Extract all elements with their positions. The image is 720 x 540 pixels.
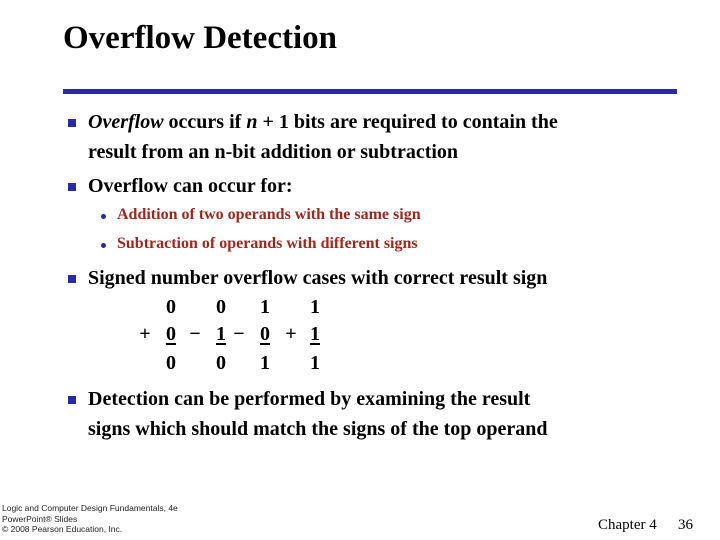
table-row-1-col-2: 0 — [216, 296, 226, 318]
bullet-1-variable-n: n — [246, 111, 258, 133]
bullet-4-line-2: signs which should match the signs of the top operand — [88, 418, 548, 440]
table-row-3-col-3: 1 — [260, 352, 270, 374]
bullet-2-marker — [68, 183, 76, 191]
table-row-1-col-1: 0 — [166, 296, 176, 318]
page-number: 36 — [678, 517, 693, 533]
bullet-1-text-a: occurs if — [163, 111, 247, 133]
logo-line-3: © 2008 Pearson Education, Inc. — [2, 524, 123, 534]
bullet-2-line-1: Overflow can occur for: — [88, 175, 293, 197]
table-row-2-col-3: 0 — [260, 323, 270, 345]
sub-bullet-2: Subtraction of operands with different signs — [117, 235, 418, 252]
table-row-3-col-4: 1 — [310, 352, 320, 374]
bullet-1-marker — [68, 119, 76, 127]
table-row-2-col-4: 1 — [310, 323, 320, 345]
table-op-3: − — [233, 323, 245, 345]
bullet-1-emphasis: Overflow — [88, 111, 164, 133]
bullet-1-line-1 — [88, 108, 558, 137]
chapter-label: Chapter 4 — [598, 517, 657, 533]
bullet-3-line-1: Signed number overflow cases with correct result sign — [88, 267, 548, 289]
bullet-1-text-b: + 1 bits are required to contain the — [257, 111, 558, 133]
table-row-3-col-1: 0 — [166, 352, 176, 374]
table-row-2-col-2: 1 — [216, 323, 226, 345]
table-op-2: − — [189, 323, 201, 345]
table-row-2-col-1: 0 — [166, 323, 176, 345]
bullet-1-line-2: result from an n-bit addition or subtraction — [88, 141, 459, 163]
logo-line-1: Logic and Computer Design Fundamentals, 4e — [2, 503, 178, 513]
table-row-1-col-4: 1 — [310, 296, 320, 318]
title-rule — [63, 89, 677, 94]
table-row-3-col-2: 0 — [216, 352, 226, 374]
table-row-1-col-3: 1 — [260, 296, 270, 318]
table-op-4: + — [285, 323, 297, 345]
bullet-3-marker — [68, 275, 76, 283]
table-op-1: + — [139, 323, 151, 345]
logo-line-2: PowerPoint® Slides — [2, 513, 78, 524]
sub-bullet-2-marker — [101, 243, 106, 248]
slide-title: Overflow Detection — [63, 20, 337, 56]
bullet-4-marker — [68, 396, 76, 404]
bullet-4-line-1: Detection can be performed by examining the result — [88, 388, 531, 410]
sub-bullet-1: Addition of two operands with the same sign — [117, 206, 421, 223]
sub-bullet-1-marker — [101, 214, 106, 219]
publisher-logo — [2, 503, 202, 537]
